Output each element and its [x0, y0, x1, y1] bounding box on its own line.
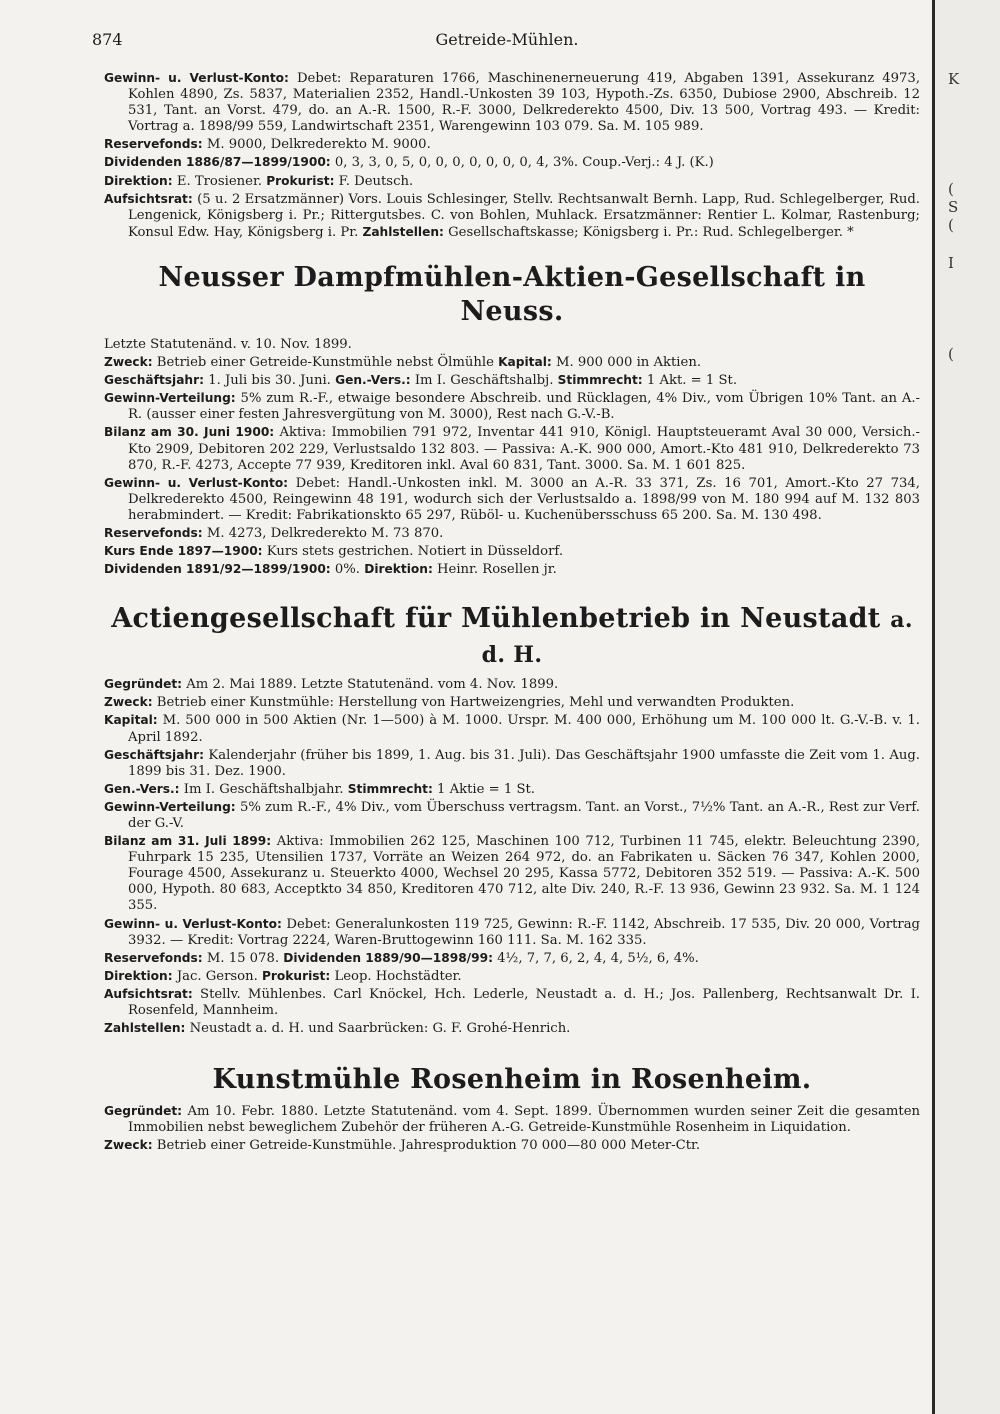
- entry-label: Stimmrecht:: [347, 781, 433, 796]
- entry-text: Am 10. Febr. 1880. Letzte Statutenänd. vom 4. Sept. 1899. Übernommen wurden seiner Zeit die gesamten Immobilien nebst beweglichem Zubehör der früheren A.-G. Getreide-Kunstmühle Rosenheim in Liquidation.: [128, 1104, 920, 1136]
- entry: [104, 337, 920, 353]
- entry-label: Aufsichtsrat:: [104, 986, 193, 1001]
- column-rule: [932, 0, 935, 1414]
- entry-text: 5% zum R.-F., etwaige besondere Abschreib. und Rücklagen, 4% Div., vom Übrigen 10% Tant. an A.-R. (ausser einer festen Jahresvergütung von M. 3000), Rest nach G.-V.-B.: [128, 391, 920, 423]
- entry-text: E. Trosiener.: [176, 173, 262, 189]
- company-location: a. d. H.: [481, 607, 913, 669]
- entry-label: Prokurist:: [261, 968, 331, 983]
- entry: [104, 390, 920, 423]
- entry-label: Aufsichtsrat:: [104, 191, 193, 206]
- entry-text: 0, 3, 3, 0, 5, 0, 0, 0, 0, 0, 0, 0, 4, 3%. Coup.-Verj.: 4 J. (K.): [334, 155, 714, 171]
- company-title: [104, 1063, 920, 1097]
- entry-text: 1 Aktie = 1 St.: [437, 781, 535, 797]
- entry-text: Kurs stets gestrichen. Notiert in Düsseldorf.: [266, 544, 564, 560]
- entry: [104, 70, 920, 135]
- entry-text: Debet: Reparaturen 1766, Maschinenerneuerung 419, Abgaben 1391, Assekuranz 4973, Kohlen 4890, Zs. 5837, Materialien 2352, Handl.-Unkosten 39 103, Hypoth.-Zs. 6350, Dubiose 2900, Abschreib. 12 531, Tant. an Vorst. 479, do. an A.-R. 1500, R.-F. 3000, Delkrederekto 4500, Div. 13 500, Vortrag 493. — Kredit: Vortrag a. 1898/99 559, Landwirtschaft 2351, Warengewinn 103 079. Sa. M. 105 989.: [128, 71, 921, 135]
- entry-label: Direktion:: [104, 968, 173, 983]
- page-header: [92, 30, 922, 58]
- entry: [104, 424, 920, 473]
- entry-text: Heinr. Rosellen jr.: [437, 562, 557, 578]
- entry-label: Dividenden 1891/92—1899/1900:: [104, 562, 331, 577]
- entry-label: Gewinn- u. Verlust-Konto:: [104, 475, 289, 490]
- company-title: [104, 602, 920, 672]
- entry-label: Kurs Ende 1897—1900:: [104, 544, 263, 559]
- entry-text: M. 9000, Delkrederekto M. 9000.: [206, 137, 431, 153]
- entry-label: Zweck:: [104, 1138, 153, 1153]
- entry-text: Aktiva: Immobilien 262 125, Maschinen 100 712, Turbinen 11 745, elektr. Beleuchtung 2390, Fuhrpark 15 235, Utensilien 1737, Vorräte an Weizen 264 972, do. an Fabrikaten u. Säcken 76 347, Kohlen 2000, Fourage 4500, Assekuranz u. Steuerkto 4000, Wechsel 20 295, Kassa 5772, Debitoren 352 519. — Passiva: A.-K. 500 000, Hypoth. 80 683, Acceptkto 34 850, Kreditoren 470 712, alte Div. 240, R.-F. 13 936, Gewinn 23 932. Sa. M. 1 124 355.: [128, 834, 921, 914]
- adjacent-text-fragment: K: [948, 70, 960, 88]
- company-section-neuss: [104, 261, 920, 578]
- entry-text: Stellv. Mühlenbes. Carl Knöckel, Hch. Lederle, Neustadt a. d. H.; Jos. Pallenberg, Rechtsanwalt Dr. I. Rosenfeld, Mannheim.: [128, 986, 920, 1019]
- entry-text: 4½, 7, 7, 6, 2, 4, 4, 5½, 6, 4%.: [497, 950, 699, 966]
- entry-label: Gewinn-Verteilung:: [104, 391, 236, 406]
- entry: [104, 561, 920, 578]
- entry: [104, 354, 920, 371]
- entry-label: Kapital:: [104, 713, 158, 728]
- company-name: Kunstmühle Rosenheim in Rosenheim.: [212, 1064, 812, 1096]
- entry: [104, 781, 920, 798]
- entry-label: Zweck:: [104, 695, 153, 710]
- entry-label: Bilanz am 31. Juli 1899:: [104, 834, 272, 849]
- entry-label: Dividenden 1889/90—1898/99:: [283, 950, 493, 965]
- entry-label: Geschäftsjahr:: [104, 373, 204, 388]
- entry: [104, 1020, 920, 1037]
- entry-label: Direktion:: [364, 562, 433, 577]
- entry: [104, 694, 920, 711]
- entry-text: M. 900 000 in Aktien.: [555, 355, 702, 371]
- adjacent-text-fragment: I: [948, 254, 954, 272]
- entry-text: Kalenderjahr (früher bis 1899, 1. Aug. bis 31. Juli). Das Geschäftsjahr 1900 umfasste die Zeit vom 1. Aug. 1899 bis 31. Dez. 1900.: [128, 747, 920, 779]
- company-section-rosenheim: [104, 1063, 920, 1154]
- entry: [104, 747, 920, 780]
- entry-label: Zahlstellen:: [104, 1021, 186, 1036]
- entry-text: Leop. Hochstädter.: [334, 968, 462, 984]
- entry-text: Betrieb einer Getreide-Kunstmühle. Jahresproduktion 70 000—80 000 Meter-Ctr.: [156, 1138, 701, 1154]
- entry-label: Zahlstellen:: [362, 224, 444, 239]
- entry-text: M. 15 078.: [206, 950, 280, 966]
- page-content: [104, 70, 920, 1156]
- entry-text: (5 u. 2 Ersatzmänner) Vors. Louis Schlesinger, Stellv. Rechtsanwalt Bernh. Lapp, Rud. Schlegelberger, Rud. Lengenick, Königsberg i. Pr.; Rittergutsbes. C. von Bohlen, Muhlack. Ersatzmänner: Rentier L. Kolmar, Rastenburg; Konsul Edw. Hay, Königsberg i. Pr.: [128, 191, 920, 240]
- entry: [104, 136, 920, 153]
- entry: [104, 1137, 920, 1154]
- entry-label: Prokurist:: [266, 173, 335, 188]
- entry-text: M. 4273, Delkrederekto M. 73 870.: [206, 525, 444, 541]
- entry: [104, 950, 920, 967]
- entry: [104, 525, 920, 542]
- entry-label: Reservefonds:: [104, 137, 203, 152]
- entry: [104, 372, 920, 389]
- entry-label: Gen.-Vers.:: [335, 373, 411, 388]
- entry: [104, 986, 920, 1019]
- entry-text: Gesellschaftskasse; Königsberg i. Pr.: Rud. Schlegelberger. *: [448, 224, 854, 240]
- entry: [104, 833, 920, 914]
- entry-text: 0%.: [334, 562, 361, 578]
- entry: [104, 799, 920, 832]
- adjacent-text-fragment: (: [948, 345, 954, 363]
- entry-label: Gewinn- u. Verlust-Konto:: [104, 916, 282, 931]
- entry: [104, 712, 920, 745]
- entry-label: Gewinn- u. Verlust-Konto:: [104, 71, 289, 85]
- entry-label: Direktion:: [104, 173, 173, 188]
- entry-text: 5% zum R.-F., 4% Div., vom Überschuss vertragsm. Tant. an Vorst., 7½% Tant. an A.-R., Rest zur Verf. der G.-V.: [128, 799, 920, 831]
- entry-text: Im I. Geschäftshalbjahr.: [183, 781, 344, 797]
- entry-text: Letzte Statutenänd. v. 10. Nov. 1899.: [104, 336, 352, 352]
- entry-text: 1. Juli bis 30. Juni.: [208, 373, 331, 389]
- entry-label: Reservefonds:: [104, 950, 203, 965]
- adjacent-text-fragment: (: [948, 216, 954, 234]
- entry-text: 1 Akt. = 1 St.: [646, 373, 738, 389]
- entry-text: Betrieb einer Getreide-Kunstmühle nebst Ölmühle: [156, 355, 494, 371]
- adjacent-text-fragment: S: [948, 198, 959, 216]
- entry-label: Kapital:: [498, 355, 552, 370]
- entry: [104, 475, 920, 524]
- entry-text: Im I. Geschäftshalbj.: [414, 373, 554, 389]
- entry-text: Am 2. Mai 1889. Letzte Statutenänd. vom 4. Nov. 1899.: [186, 677, 559, 693]
- entry-text: Jac. Gerson.: [176, 968, 258, 984]
- entry-label: Geschäftsjahr:: [104, 747, 204, 762]
- entry-label: Gegründet:: [104, 677, 183, 692]
- entry-text: Betrieb einer Kunstmühle: Herstellung von Hartweizengries, Mehl und verwandten Produkten.: [156, 695, 795, 711]
- adjacent-text-fragment: (: [948, 180, 954, 198]
- entry: [104, 191, 920, 241]
- entry-label: Gegründet:: [104, 1104, 183, 1119]
- entry: [104, 1103, 920, 1136]
- entry-label: Dividenden 1886/87—1899/1900:: [104, 155, 331, 170]
- company-name: Actiengesellschaft für Mühlenbetrieb in Neustadt: [111, 603, 881, 635]
- entry: [104, 968, 920, 985]
- page-number: 874: [92, 30, 123, 49]
- entry-text: Aktiva: Immobilien 791 972, Inventar 441 910, Königl. Hauptsteueramt Aval 30 000, Versich.-Kto 2909, Debitoren 202 229, Verlustsaldo 132 803. — Passiva: A.-K. 900 000, Amort.-Kto 481 910, Delkrederekto 73 870, R.-F. 4273, Accepte 77 939, Kreditoren inkl. Aval 60 831, Tant. 3000. Sa. M. 1 601 825.: [128, 425, 920, 473]
- adjacent-page-strip: [932, 0, 1000, 1414]
- entry-text: Debet: Handl.-Unkosten inkl. M. 3000 an A.-R. 33 371, Zs. 16 701, Amort.-Kto 27 734, Delkrederekto 4500, Reingewinn 48 191, wodurch sich der Verlustsaldo a. 1898/99 von M. 180 994 auf M. 132 803 herabmindert. — Kredit: Fabrikationskto 65 297, Rüböl- u. Kuchenübersschuss 65 200. Sa. M. 130 498.: [128, 475, 920, 523]
- entry-text: M. 500 000 in 500 Aktien (Nr. 1—500) à M. 1000. Urspr. M. 400 000, Erhöhung um M. 100 000 lt. G.-V.-B. v. 1. April 1892.: [128, 713, 920, 745]
- entry-label: Stimmrecht:: [557, 373, 643, 388]
- entry-label: Bilanz am 30. Juni 1900:: [104, 425, 275, 440]
- entry: [104, 154, 920, 171]
- entry-label: Gen.-Vers.:: [104, 781, 180, 796]
- entry: [104, 173, 920, 190]
- entry: [104, 543, 920, 560]
- entry-label: Gewinn-Verteilung:: [104, 799, 236, 814]
- company-title: [104, 261, 920, 329]
- company-section-neustadt: [104, 602, 920, 1037]
- entry-text: Debet: Generalunkosten 119 725, Gewinn: R.-F. 1142, Abschreib. 17 535, Div. 20 000, Vortrag 3932. — Kredit: Vortrag 2224, Waren-Bruttogewinn 160 111. Sa. M. 162 335.: [128, 916, 921, 948]
- entry-text: F. Deutsch.: [338, 173, 414, 189]
- company-section-prev: [104, 70, 920, 241]
- entry: [104, 916, 920, 949]
- entry-label: Reservefonds:: [104, 525, 203, 540]
- entry-text: Neustadt a. d. H. und Saarbrücken: G. F. Grohé-Henrich.: [189, 1021, 571, 1037]
- running-head: Getreide-Mühlen.: [435, 30, 579, 49]
- entry: [104, 676, 920, 693]
- company-name: Neusser Dampfmühlen-Aktien-Gesellschaft in Neuss.: [158, 261, 866, 327]
- entry-label: Zweck:: [104, 355, 153, 370]
